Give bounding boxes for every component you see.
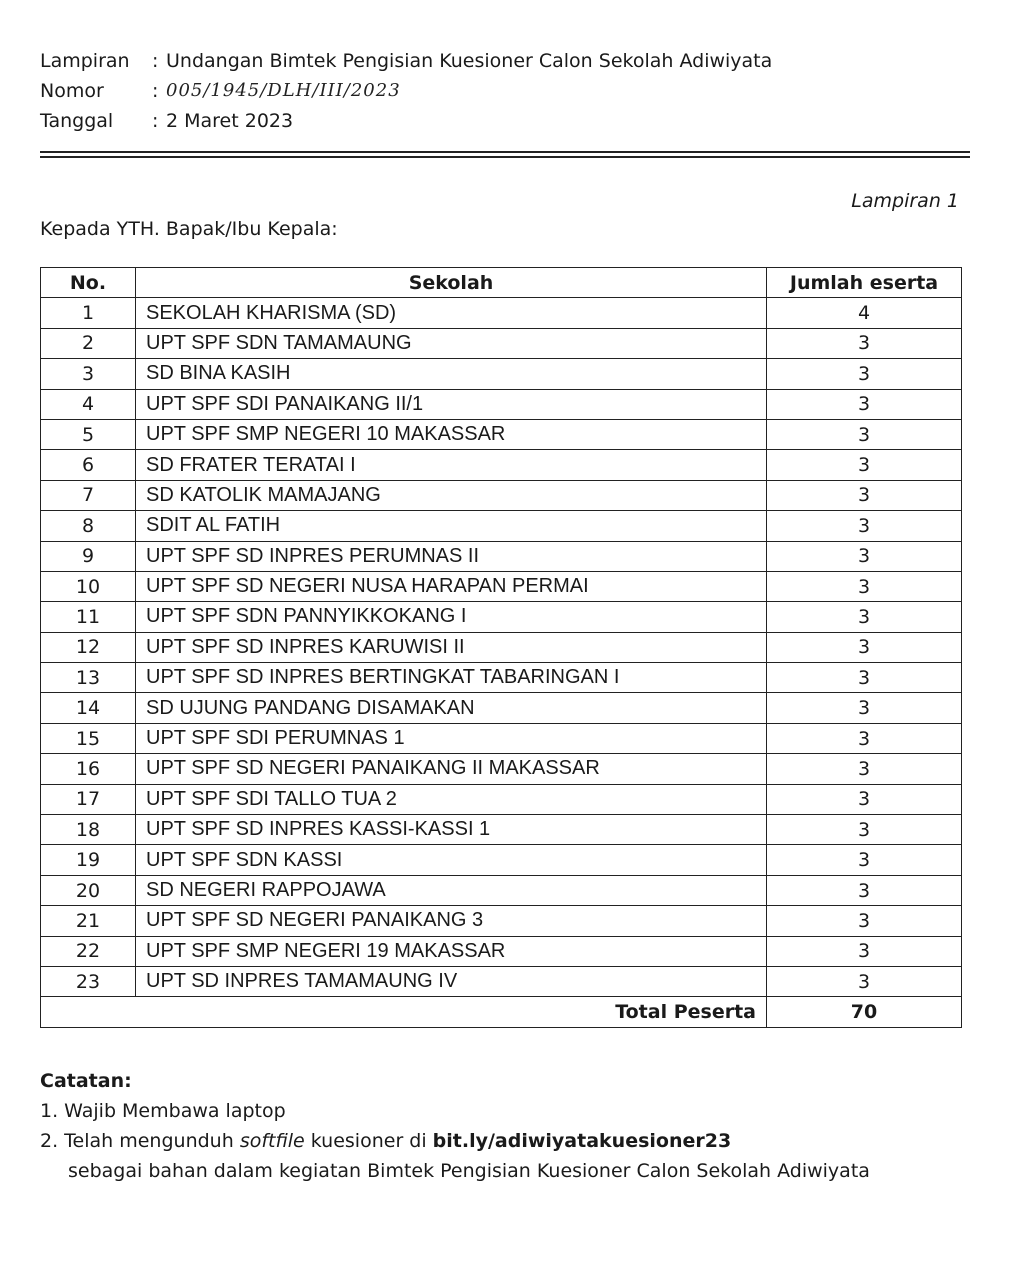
table-row [41, 389, 962, 419]
row-school-name: UPT SPF SD NEGERI NUSA HARAPAN PERMAI [136, 571, 767, 601]
header-no: No. [41, 268, 136, 298]
table-row [41, 845, 962, 875]
row-number: 4 [41, 389, 136, 419]
row-number: 15 [41, 723, 136, 753]
table-row [41, 906, 962, 936]
row-number: 16 [41, 754, 136, 784]
row-school-name: SD UJUNG PANDANG DISAMAKAN [136, 693, 767, 723]
row-participant-count: 3 [767, 602, 962, 632]
table-row [41, 511, 962, 541]
download-link[interactable]: bit.ly/adiwiyatakuesioner23 [432, 1130, 732, 1152]
row-school-name: SD KATOLIK MAMAJANG [136, 480, 767, 510]
tanggal-label: Tanggal [40, 110, 114, 132]
row-participant-count: 3 [767, 875, 962, 905]
row-participant-count: 3 [767, 389, 962, 419]
row-school-name: SD FRATER TERATAI I [136, 450, 767, 480]
addressee: Kepada YTH. Bapak/Ibu Kepala: [40, 218, 338, 240]
row-number: 10 [41, 571, 136, 601]
table-row [41, 754, 962, 784]
row-number: 22 [41, 936, 136, 966]
table-row [41, 815, 962, 845]
total-label: Total Peserta [41, 997, 767, 1027]
row-participant-count: 3 [767, 815, 962, 845]
colon: : [152, 50, 159, 72]
tanggal-row [40, 106, 772, 136]
header-school: Sekolah [136, 268, 767, 298]
table-row [41, 936, 962, 966]
divider-bottom [40, 156, 970, 158]
lampiran-label: Lampiran [40, 50, 130, 72]
row-number: 6 [41, 450, 136, 480]
row-number: 14 [41, 693, 136, 723]
row-number: 21 [41, 906, 136, 936]
attachment-label: Lampiran 1 [851, 190, 959, 212]
row-number: 11 [41, 602, 136, 632]
table-row [41, 632, 962, 662]
note-item-2-continuation: sebagai bahan dalam kegiatan Bimtek Pengisian Kuesioner Calon Sekolah Adiwiyata [68, 1160, 870, 1182]
row-participant-count: 3 [767, 723, 962, 753]
schools-table [40, 267, 962, 1028]
row-participant-count: 4 [767, 298, 962, 328]
table-row [41, 419, 962, 449]
colon: : [152, 110, 159, 132]
row-school-name: UPT SPF SDN PANNYIKKOKANG I [136, 602, 767, 632]
table-row [41, 298, 962, 328]
row-participant-count: 3 [767, 663, 962, 693]
row-school-name: SD BINA KASIH [136, 359, 767, 389]
table-row [41, 693, 962, 723]
row-school-name: UPT SPF SDI TALLO TUA 2 [136, 784, 767, 814]
row-participant-count: 3 [767, 936, 962, 966]
table-row [41, 723, 962, 753]
nomor-value-handwritten: 005/1945/DLH/III/2023 [166, 80, 401, 101]
row-school-name: SD NEGERI RAPPOJAWA [136, 875, 767, 905]
row-participant-count: 3 [767, 328, 962, 358]
note-item-2-italic: softfile [239, 1130, 305, 1152]
row-number: 12 [41, 632, 136, 662]
row-number: 9 [41, 541, 136, 571]
row-school-name: UPT SPF SD INPRES KASSI-KASSI 1 [136, 815, 767, 845]
row-number: 18 [41, 815, 136, 845]
row-school-name: UPT SPF SMP NEGERI 10 MAKASSAR [136, 419, 767, 449]
table-row [41, 663, 962, 693]
row-number: 20 [41, 875, 136, 905]
row-number: 17 [41, 784, 136, 814]
tanggal-value: 2 Maret 2023 [166, 110, 294, 132]
row-participant-count: 3 [767, 966, 962, 996]
row-number: 8 [41, 511, 136, 541]
row-participant-count: 3 [767, 693, 962, 723]
nomor-label: Nomor [40, 80, 104, 102]
row-school-name: SEKOLAH KHARISMA (SD) [136, 298, 767, 328]
table-row [41, 359, 962, 389]
row-number: 5 [41, 419, 136, 449]
table-row [41, 328, 962, 358]
table-row [41, 541, 962, 571]
row-participant-count: 3 [767, 480, 962, 510]
nomor-row [40, 76, 772, 106]
row-school-name: UPT SPF SD INPRES PERUMNAS II [136, 541, 767, 571]
notes-title: Catatan: [40, 1070, 132, 1092]
row-number: 1 [41, 298, 136, 328]
row-participant-count: 3 [767, 845, 962, 875]
row-school-name: SDIT AL FATIH [136, 511, 767, 541]
row-school-name: UPT SPF SDI PANAIKANG II/1 [136, 389, 767, 419]
total-value: 70 [767, 997, 962, 1027]
row-school-name: UPT SPF SD NEGERI PANAIKANG 3 [136, 906, 767, 936]
letter-metadata [40, 46, 772, 136]
row-participant-count: 3 [767, 906, 962, 936]
total-row [41, 997, 962, 1027]
row-participant-count: 3 [767, 450, 962, 480]
row-school-name: UPT SPF SMP NEGERI 19 MAKASSAR [136, 936, 767, 966]
row-number: 7 [41, 480, 136, 510]
row-school-name: UPT SPF SDN KASSI [136, 845, 767, 875]
row-number: 2 [41, 328, 136, 358]
table-row [41, 784, 962, 814]
lampiran-value: Undangan Bimtek Pengisian Kuesioner Calon Sekolah Adiwiyata [166, 50, 773, 72]
row-participant-count: 3 [767, 511, 962, 541]
row-number: 19 [41, 845, 136, 875]
table-row [41, 875, 962, 905]
row-participant-count: 3 [767, 754, 962, 784]
table-header-row [41, 268, 962, 298]
note-item-2 [40, 1126, 870, 1156]
table-row [41, 571, 962, 601]
row-participant-count: 3 [767, 632, 962, 662]
table-row [41, 602, 962, 632]
row-school-name: UPT SD INPRES TAMAMAUNG IV [136, 966, 767, 996]
lampiran-row [40, 46, 772, 76]
row-school-name: UPT SPF SD INPRES KARUWISI II [136, 632, 767, 662]
row-participant-count: 3 [767, 359, 962, 389]
note-item-1: 1. Wajib Membawa laptop [40, 1100, 286, 1122]
table-row [41, 450, 962, 480]
row-number: 3 [41, 359, 136, 389]
row-participant-count: 3 [767, 571, 962, 601]
row-school-name: UPT SPF SD NEGERI PANAIKANG II MAKASSAR [136, 754, 767, 784]
row-school-name: UPT SPF SDI PERUMNAS 1 [136, 723, 767, 753]
row-participant-count: 3 [767, 784, 962, 814]
row-school-name: UPT SPF SD INPRES BERTINGKAT TABARINGAN I [136, 663, 767, 693]
divider-top [40, 151, 970, 153]
header-count: Jumlah eserta [767, 268, 962, 298]
row-participant-count: 3 [767, 419, 962, 449]
note-item-2-prefix: 2. Telah mengunduh [40, 1130, 240, 1152]
row-number: 13 [41, 663, 136, 693]
note-item-2-mid: kuesioner di [304, 1130, 433, 1152]
table-row [41, 480, 962, 510]
row-participant-count: 3 [767, 541, 962, 571]
row-school-name: UPT SPF SDN TAMAMAUNG [136, 328, 767, 358]
notes-section [40, 1066, 870, 1186]
table-row [41, 966, 962, 996]
row-number: 23 [41, 966, 136, 996]
colon: : [152, 80, 159, 102]
